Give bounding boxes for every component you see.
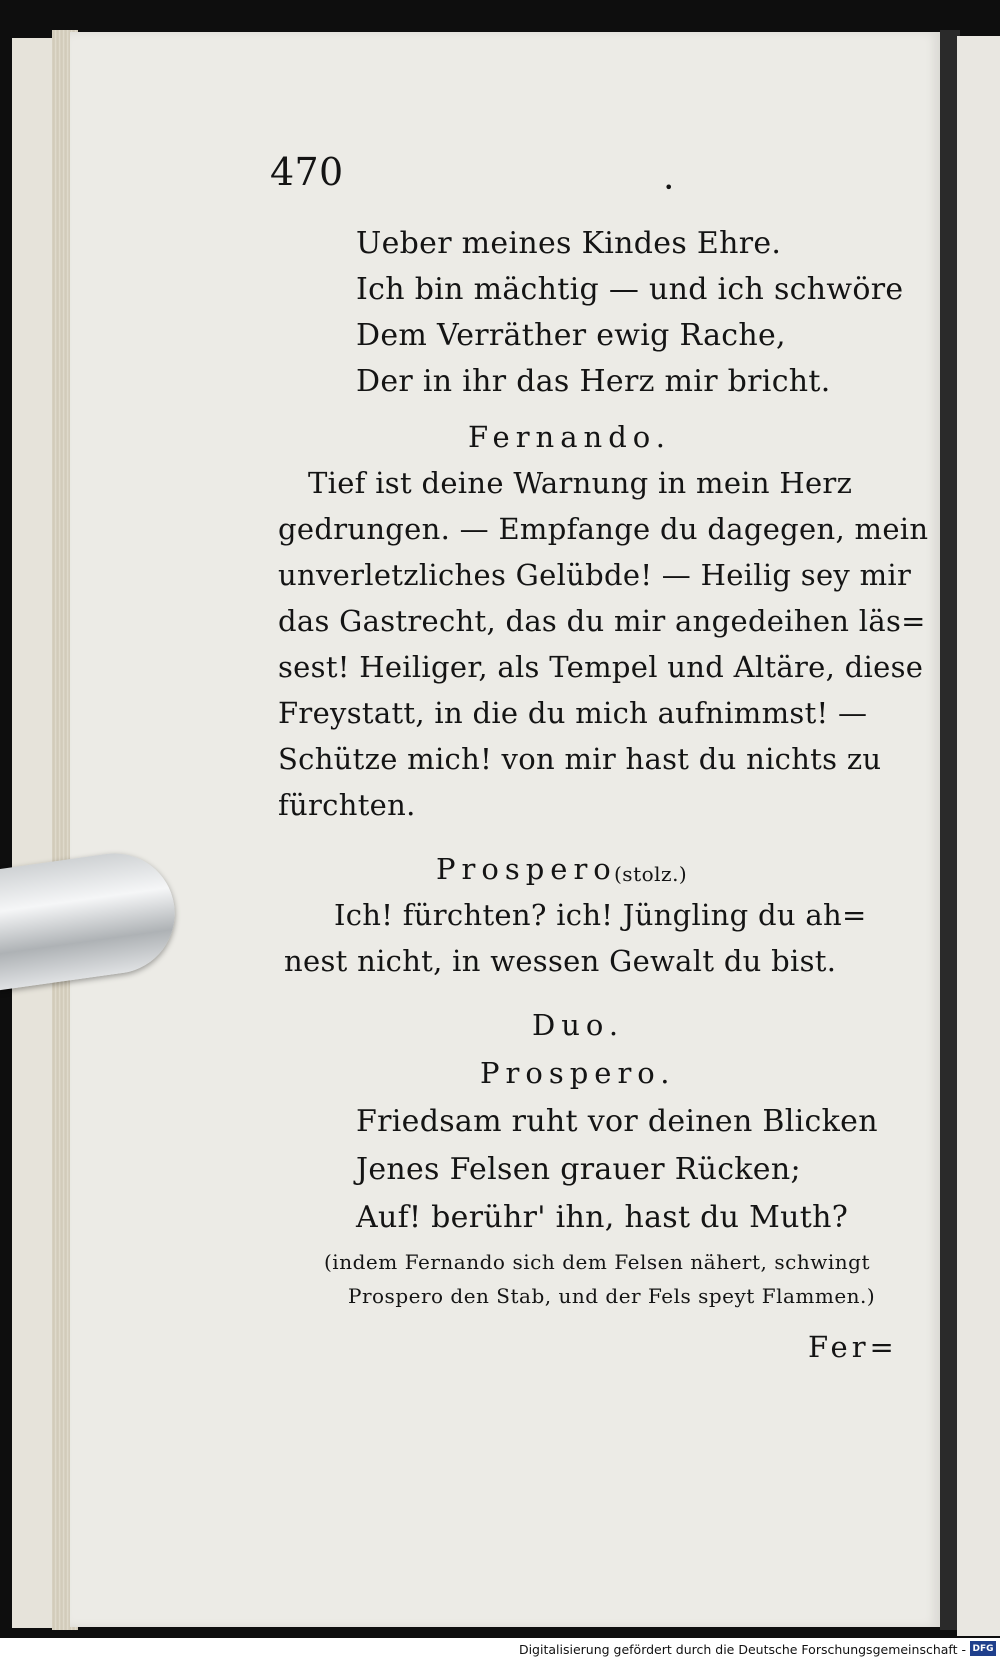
verse-line: Ueber meines Kindes Ehre. [356, 226, 782, 261]
dfg-logo-icon: DFG [970, 1641, 996, 1656]
verse-line: Friedsam ruht vor deinen Blicken [356, 1104, 878, 1139]
prose-line: Tief ist deine Warnung in mein Herz [308, 466, 853, 500]
verse-line: Auf! berühr' ihn, hast du Muth? [356, 1200, 849, 1235]
catchword: Fer= [808, 1330, 898, 1364]
prose-line: gedrungen. — Empfange du dagegen, mein [278, 512, 929, 546]
next-page-edge [957, 36, 1000, 1636]
stage-direction: (stolz.) [614, 862, 688, 886]
speaker-name: Prospero. [480, 1056, 676, 1090]
verse-line: Dem Verräther ewig Rache, [356, 318, 786, 353]
footer-bar [0, 1638, 1000, 1660]
page-number: 470 [270, 150, 344, 194]
prose-line: sest! Heiliger, als Tempel und Altäre, diese [278, 650, 924, 684]
verse-line: Der in ihr das Herz mir bricht. [356, 364, 831, 399]
verse-line: Jenes Felsen grauer Rücken; [356, 1152, 801, 1187]
prose-line: Freystatt, in die du mich aufnimmst! — [278, 696, 868, 730]
speaker-name: Fernando. [468, 420, 671, 454]
prose-line: Schütze mich! von mir hast du nichts zu [278, 742, 882, 776]
prose-line: unverletzliches Gelübde! — Heilig sey mir [278, 558, 912, 592]
prose-line: Ich! fürchten? ich! Jüngling du ah= [334, 898, 867, 932]
stage-direction: Prospero den Stab, und der Fels speyt Flammen.) [348, 1284, 876, 1308]
funding-credit: Digitalisierung gefördert durch die Deutsche Forschungsgemeinschaft - [518, 1642, 966, 1657]
verse-line: Ich bin mächtig — und ich schwöre [356, 272, 904, 307]
prose-line: das Gastrecht, das du mir angedeihen läs= [278, 604, 926, 638]
printer-mark: • [664, 178, 674, 197]
prose-line: fürchten. [278, 788, 416, 822]
speaker-name: Prospero [436, 852, 617, 886]
section-heading: Duo. [532, 1008, 625, 1042]
prose-line: nest nicht, in wessen Gewalt du bist. [284, 944, 837, 978]
stage-direction: (indem Fernando sich dem Felsen nähert, schwingt [324, 1250, 870, 1274]
